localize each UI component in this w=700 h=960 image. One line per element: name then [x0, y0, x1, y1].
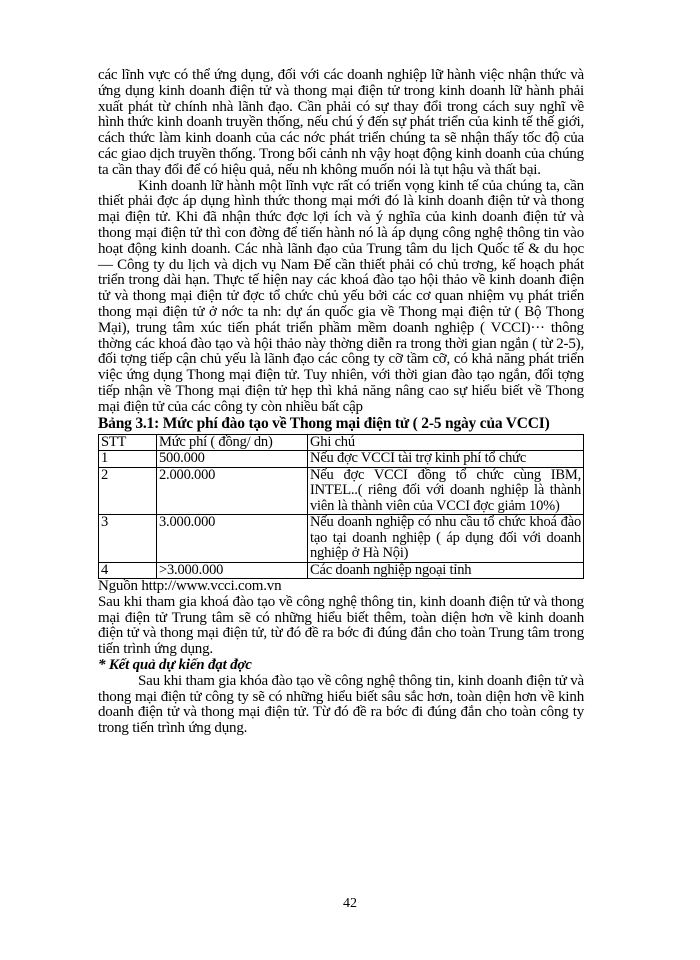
- fee-table: [98, 434, 584, 580]
- paragraph-1: các lĩnh vực có thể ứng dụng, đối với các doanh nghiệp lữ hành việc nhận thức và ứng dụng kinh doanh điện tử và thong mại điện tử trong kinh doanh lữ hành phải xuất phát từ chính nhà lãnh đạo. Cần phải có sự thay đổi trong cách suy nghĩ về hình thức kinh doanh truyền thống, nếu chú ý đến sự phát triển của kinh tế thế giới, cách thức làm kinh doanh của các nớc phát triển chúng ta sẽ nhận thấy tốc độ của các giao dịch truyền thống. Trong bối cảnh nh vậy hoạt động kinh doanh của chúng ta cần thay đổi để có hiệu quả, nếu nh không muốn nói là tụt hậu và thất bại.: [98, 67, 584, 178]
- cell-fee: 500.000: [157, 451, 308, 468]
- source-line: Nguồn http://www.vcci.com.vn: [98, 578, 282, 595]
- paragraph-4: Sau khi tham gia khóa đào tạo về công nghệ thông tin, kinh doanh điện tử và thong mại điện tử công ty sẽ có những hiểu biết sâu sắc hơn, toàn diện hơn về kinh doanh điện tử và thong mại điện tử. Từ đó đề ra bớc đi đúng đắn cho toàn công ty trong tiến trình ứng dụng.: [98, 672, 584, 737]
- cell-stt: 1: [99, 451, 157, 468]
- table-header-row: [99, 434, 584, 451]
- paragraph-3: Sau khi tham gia khoá đào tạo về công nghệ thông tin, kinh doanh điện tử và thong mại điện tử Trung tâm sẽ có những hiểu biết thêm, toàn diện hơn về kinh doanh điện tử và thong mại điện tử, từ đó đề ra bớc đi đúng đắn cho toàn Trung tâm trong tiến trình ứng dụng.: [98, 593, 584, 658]
- table-row: [99, 562, 584, 579]
- header-stt: STT: [99, 434, 157, 451]
- cell-stt: 4: [99, 562, 157, 579]
- cell-fee: 2.000.000: [157, 467, 308, 515]
- section-heading: * Kết quả dự kiến đạt đợc: [98, 657, 252, 674]
- table-caption: Bảng 3.1: Mức phí đào tạo về Thong mại điện tử ( 2-5 ngày của VCCI): [98, 414, 550, 432]
- table-row: [99, 467, 584, 515]
- cell-stt: 2: [99, 467, 157, 515]
- cell-fee: >3.000.000: [157, 562, 308, 579]
- cell-stt: 3: [99, 515, 157, 563]
- header-note: Ghi chú: [308, 434, 584, 451]
- table-row: [99, 451, 584, 468]
- cell-fee: 3.000.000: [157, 515, 308, 563]
- cell-note: Nếu đợc VCCI tài trợ kinh phí tổ chức: [308, 451, 584, 468]
- cell-note: Nếu doanh nghiệp có nhu cầu tổ chức khoá đào tạo tại doanh nghiệp ( áp dụng đối với doanh nghiệp ở Hà Nội): [308, 515, 584, 563]
- cell-note: Các doanh nghiệp ngoại tỉnh: [308, 562, 584, 579]
- table-row: [99, 515, 584, 563]
- body-text: [98, 68, 584, 737]
- paragraph-2: Kinh doanh lữ hành một lĩnh vực rất có triển vọng kinh tế của chúng ta, cần thiết phải đợc áp dụng hình thức thong mại mới đó là kinh doanh điện tử và thong mại điện tử. Khi đã nhận thức đợc lợi ích và ý nghĩa của kinh doanh điện tử và thong mại điện tử thì con đờng để tiến hành nó là áp dụng công nghệ thông tin vào hoạt động kinh doanh. Các nhà lãnh đạo của Trung tâm du lịch Quốc tế & du học — Công ty du lịch và dịch vụ Nam Đế cần thiết phải có chủ trơng, kế hoạch phát triển trong dài hạn. Thực tế hiện nay các khoá đào tạo hội thảo về kinh doanh điện tử và thong mại điện tử đợc tổ chức chủ yếu bởi các cơ quan nhiệm vụ phát triển thong mại điện tử ở nớc ta nh: dự án quốc gia về Thong mại điện tử ( Bộ Thong Mại), trung tâm xúc tiến phát triển phầm mềm doanh nghiệp ( VCCI)··· thông thờng các khoá đào tạo và hội thảo này thờng diễn ra trong thời gian ngắn ( từ 2-5), đối tợng tiếp cận chủ yếu là lãnh đạo các công ty cỡ tầm cỡ, có khả năng phát triển việc ứng dụng Thong mại điện tử. Tuy nhiên, với thời gian đào tạo ngắn, đối tợng tiếp nhận về Thong mại điện tử hẹp thì khả năng nâng cao sự hiểu biết về Thong mại điện tử của các công ty còn nhiều bất cập: [98, 177, 584, 415]
- page-number: 42: [343, 896, 357, 911]
- cell-note: Nếu đợc VCCI đồng tổ chức cùng IBM, INTEL..( riêng đối với doanh nghiệp là thành viên là thành viên của VCCI đợc giảm 10%): [308, 467, 584, 515]
- header-fee: Mức phí ( đồng/ dn): [157, 434, 308, 451]
